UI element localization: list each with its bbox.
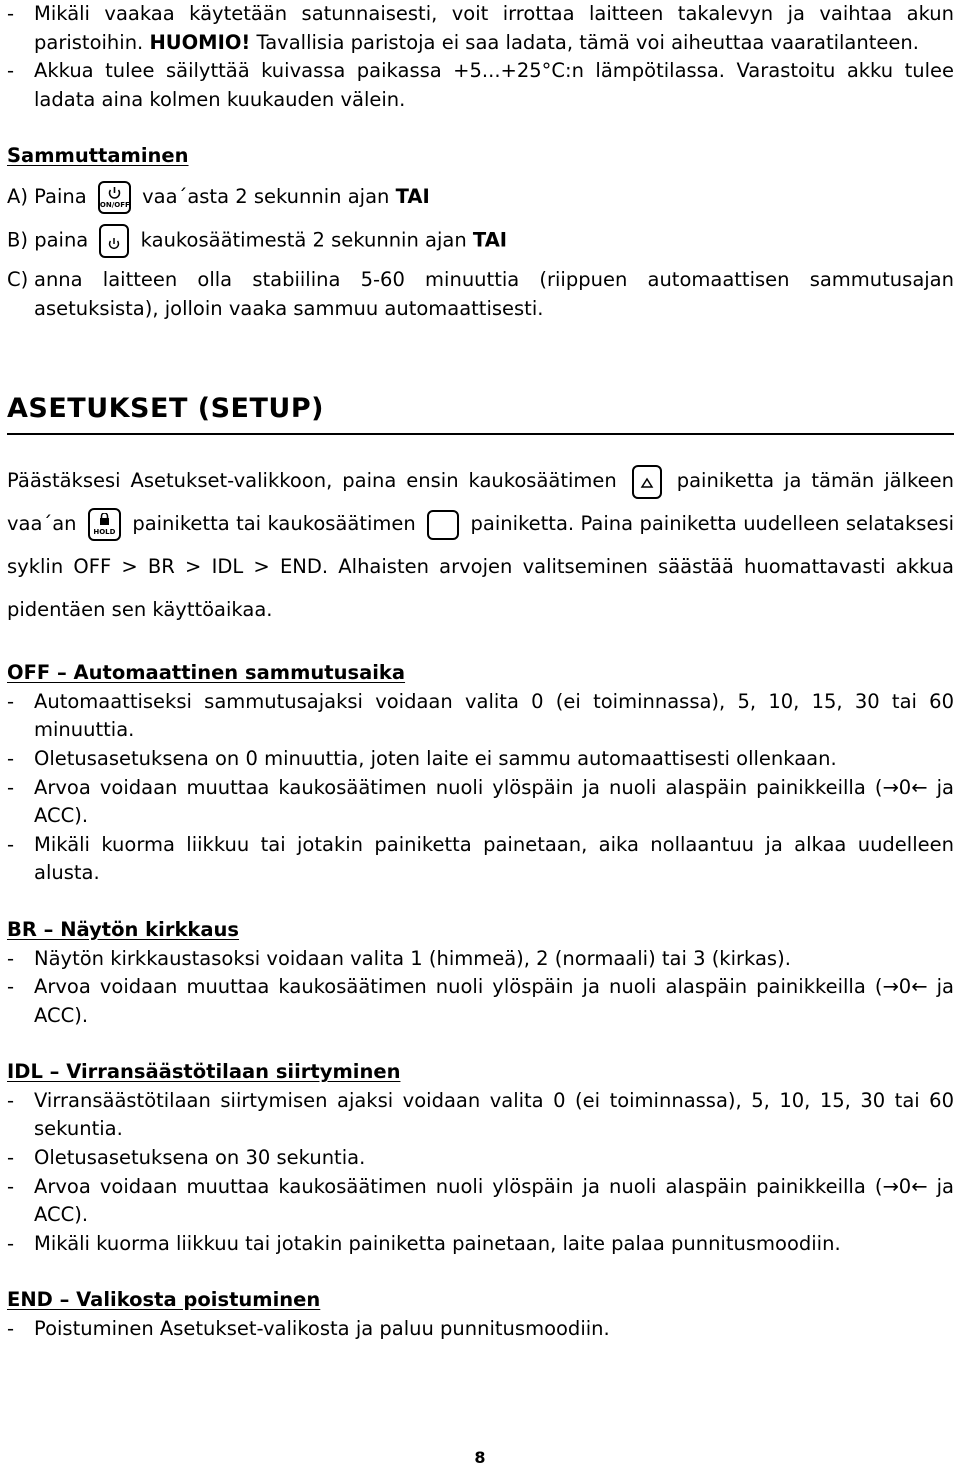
shutdown-step-b: B) paina kaukosäätimestä 2 sekunnin ajan TAI <box>7 224 954 258</box>
list-item: - Arvoa voidaan muuttaa kaukosäätimen nuoli ylöspäin ja nuoli alaspäin painikkeilla (→0← ja ACC). <box>7 1174 954 1227</box>
list-item: - Virransäästötilaan siirtymisen ajaksi voidaan valita 0 (ei toiminnassa), 5, 10, 15, 30 tai 60 sekuntia. <box>7 1088 954 1141</box>
page-number: 8 <box>474 1448 486 1467</box>
battery-note-1: - Mikäli vaakaa käytetään satunnaisesti, voit irrottaa laitteen takalevyn ja vaihtaa akun paristoihin. HUOMIO! Tavallisia paristoja ei saa ladata, tämä voi aiheuttaa vaaratilanteen. <box>7 2 954 54</box>
list-item: - Arvoa voidaan muuttaa kaukosäätimen nuoli ylöspäin ja nuoli alaspäin painikkeilla (→0← ja ACC). <box>7 775 954 828</box>
list-item: - Oletusasetuksena on 30 sekuntia. <box>7 1146 366 1170</box>
off-heading: OFF – Automaattinen sammutusaika <box>7 661 406 685</box>
onoff-button-icon: ON/OFF <box>98 181 131 214</box>
list-item: - Poistuminen Asetukset-valikosta ja paluu punnitusmoodiin. <box>7 1317 610 1341</box>
remote-setup-button-icon <box>632 465 662 499</box>
off-list <box>7 688 954 888</box>
heading-divider <box>7 433 954 435</box>
lock-icon <box>90 513 119 527</box>
remote-power-button-icon <box>99 224 129 258</box>
power-icon <box>101 226 127 256</box>
battery-note-2: - Akkua tulee säilyttää kuivassa paikassa +5...+25°C:n lämpötilassa. Varastoitu akku tulee ladata aina kolmen kuukauden välein. <box>7 59 954 111</box>
shutdown-heading: Sammuttaminen <box>7 144 189 168</box>
setup-instructions: Päästäksesi Asetukset-valikkoon, paina ensin kaukosäätimen painiketta ja tämän jälkeen vaa´an HOLD painiketta tai kaukosäätimen painiketta. Paina painiketta uudelleen selataksesi syklin OFF > BR > IDL > END. Alhaisten arvojen valitseminen säästää huomattavasti akkua pidentäen sen käyttöaikaa. <box>7 459 954 631</box>
manual-page <box>7 0 954 1344</box>
end-list <box>7 1315 954 1344</box>
setup-heading: ASETUKSET (SETUP) <box>7 393 324 425</box>
idl-list <box>7 1087 954 1259</box>
triangle-icon <box>634 467 660 497</box>
power-icon <box>100 186 129 200</box>
list-item: - Näytön kirkkaustasoksi voidaan valita 1 (himmeä), 2 (normaali) tai 3 (kirkas). <box>7 946 791 970</box>
end-heading: END – Valikosta poistuminen <box>7 1288 321 1312</box>
shutdown-step-c: C) anna laitteen olla stabiilina 5-60 minuuttia (riippuen automaattisen sammutusajan asetuksista), jolloin vaaka sammuu automaattisesti. <box>7 267 954 320</box>
list-item: - Automaattiseksi sammutusajaksi voidaan valita 0 (ei toiminnassa), 5, 10, 15, 30 tai 60 minuuttia. <box>7 689 954 742</box>
remote-blank-button-icon <box>427 510 459 540</box>
hold-button-icon: HOLD <box>88 508 121 541</box>
br-heading: BR – Näytön kirkkaus <box>7 917 240 941</box>
list-item: - Arvoa voidaan muuttaa kaukosäätimen nuoli ylöspäin ja nuoli alaspäin painikkeilla (→0← ja ACC). <box>7 975 954 1027</box>
list-item: - Oletusasetuksena on 0 minuuttia, joten laite ei sammu automaattisesti ollenkaan. <box>7 746 837 770</box>
warning-label: HUOMIO! <box>149 30 251 54</box>
br-list <box>7 945 954 1031</box>
list-item: - Mikäli kuorma liikkuu tai jotakin painiketta painetaan, aika nollaantuu ja alkaa uudelleen alusta. <box>7 832 954 885</box>
idl-heading: IDL – Virransäästötilaan siirtyminen <box>7 1060 401 1084</box>
shutdown-step-a: A) Paina ON/OFF vaa´asta 2 sekunnin ajan TAI <box>7 181 954 214</box>
list-item: - Mikäli kuorma liikkuu tai jotakin painiketta painetaan, laite palaa punnitusmoodiin. <box>7 1231 841 1255</box>
